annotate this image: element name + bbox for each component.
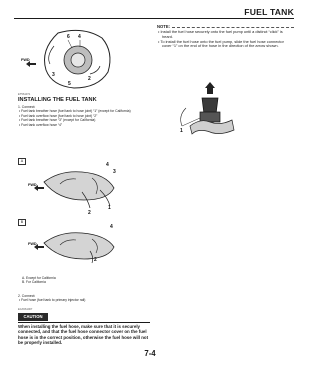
step1-label: 1. Connect: [18, 105, 36, 109]
page-header-title: FUEL TANK [244, 7, 294, 17]
header-rule [14, 18, 294, 19]
figure-a-tag: A [18, 158, 26, 165]
figB-label-fwd: FWD [28, 242, 37, 246]
note-list [157, 30, 289, 49]
figB-label-2: 2 [94, 257, 97, 263]
section-code: ET5S1071 [18, 93, 31, 96]
step1-list [18, 105, 150, 127]
figure-b-tag: B [18, 219, 26, 226]
fig1-label-4: 4 [78, 34, 81, 40]
note-rule [172, 27, 294, 28]
section-title: INSTALLING THE FUEL TANK [18, 97, 97, 103]
fig1-label-6: 6 [67, 34, 70, 40]
fuel-tank-bottom-figure [21, 28, 118, 93]
figA-label-2: 2 [88, 210, 91, 216]
step2-label: 2. Connect: [18, 294, 36, 298]
legend-item-a: A. Except for California [22, 276, 56, 280]
figB-label-4: 4 [110, 224, 113, 230]
caution-code: ECA5S1007 [18, 308, 33, 311]
note-bullet-2: • To install the fuel hose onto the fuel pump, slide the fuel hose connector cover “1” on the end of the hose in the direction of the arrow shown. [158, 38, 284, 49]
figR-label-1: 1 [180, 128, 183, 134]
step1-bullet-1: • Fuel tank breather hose (fuel tank to hose joint) “1” (except for California) [19, 109, 131, 114]
note-bullet-1: • Install the fuel hose securely onto the fuel pump until a distinct “click” is heard. [158, 29, 283, 39]
legend-item-b: B. For California [22, 280, 46, 285]
fig1-label-2: 2 [88, 76, 91, 82]
hose-routing-figure-a [28, 162, 126, 216]
caution-tag: CAUTION [18, 313, 48, 321]
figA-label-4: 4 [106, 162, 109, 168]
step2-list [18, 294, 150, 303]
figA-label-3: 3 [113, 169, 116, 175]
fig1-label-fwd: FWD [21, 58, 30, 62]
step1-bullet-2: • Fuel tank overflow hose (fuel tank to hose joint) “2” [19, 113, 98, 118]
fig1-label-3: 3 [52, 72, 55, 78]
fig1-label-5: 5 [68, 81, 71, 87]
note-heading: NOTE: [157, 24, 171, 29]
step1-bullet-4: • Fuel tank overflow hose “4” [19, 122, 63, 127]
figA-label-fwd: FWD [28, 183, 37, 187]
caution-text: When installing the fuel hose, make sure that it is securely connected, and that the fuel hose connector cover on the fuel hose is in the correct position, otherwise the fuel hose will not be properly installed. [18, 324, 149, 346]
fuel-hose-connector-figure [180, 92, 240, 142]
figure-legend [22, 276, 56, 284]
step1-bullet-3: • Fuel tank breather hose “3” (except for California) [19, 118, 96, 123]
step2-bullet-1: • Fuel hose (fuel tank to primary injector rail) [19, 298, 86, 303]
page-number: 7-4 [144, 349, 156, 358]
caution-rule [18, 322, 150, 323]
hose-routing-figure-b [30, 225, 126, 265]
figA-label-1: 1 [108, 205, 111, 211]
